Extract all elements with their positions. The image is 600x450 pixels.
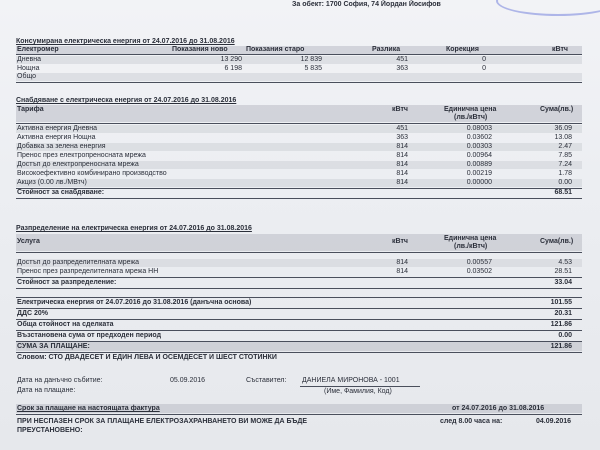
- amount-due-label: СУМА ЗА ПЛАЩАНЕ:: [17, 343, 90, 350]
- consumption-header-kwh: кВтч: [552, 46, 568, 53]
- supply-row-sum: 7.24: [558, 161, 572, 168]
- distribution-row-label: Достъп до разпределителната мрежа: [17, 259, 140, 266]
- supply-header-price-unit: (лв./кВтч): [454, 114, 488, 121]
- totals-value: 20.31: [554, 310, 572, 317]
- supply-title: Снабдяване с електрическа енергия от 24.07.2016 до 31.08.2016: [16, 97, 237, 104]
- supply-row-label: Активна енергия Нощна: [17, 134, 96, 141]
- warning-line-2: ПРЕУСТАНОВЕНО:: [17, 427, 83, 434]
- warning-line-1: ПРИ НЕСПАЗЕН СРОК ЗА ПЛАЩАНЕ ЕЛЕКТРОЗАХРАНВАНЕТО ВИ МОЖЕ ДА БЪДЕ: [17, 418, 308, 425]
- composer-hint: (Име, Фамилия, Код): [324, 388, 392, 395]
- consumption-row-corr: 0: [482, 65, 486, 72]
- consumption-header-meter: Електромер: [17, 46, 59, 53]
- totals-label: Обща стойност на сделката: [17, 321, 114, 328]
- consumption-row-new: 6 198: [224, 65, 242, 72]
- consumption-row-label: Нощна: [17, 65, 40, 72]
- supply-header-tariff: Тарифа: [17, 106, 44, 113]
- distribution-row-kwh: 814: [396, 259, 408, 266]
- distribution-row-sum: 4.53: [558, 259, 572, 266]
- supply-row-sum: 1.78: [558, 170, 572, 177]
- supply-row-label: Добавка за зелена енергия: [17, 143, 106, 150]
- supply-row-kwh: 814: [396, 179, 408, 186]
- supply-row-sum: 0.00: [558, 179, 572, 186]
- totals-value: 0.00: [558, 332, 572, 339]
- after-date: 04.09.2016: [536, 418, 572, 425]
- supply-header-band: [16, 105, 582, 122]
- supply-header-kwh: кВтч: [392, 106, 408, 113]
- supply-row-sum: 7.85: [558, 152, 572, 159]
- due-label: Срок за плащане на настоящата фактура: [17, 405, 160, 412]
- supply-row-price: 0.00000: [466, 179, 492, 186]
- totals-value: 121.86: [550, 321, 572, 328]
- supply-row-kwh: 451: [396, 125, 408, 132]
- distribution-row-price: 0.00557: [466, 259, 492, 266]
- supply-row-price: 0.00964: [466, 152, 492, 159]
- supply-total-value: 68.51: [554, 189, 572, 196]
- stamp-mark: [496, 0, 600, 16]
- supply-row-price: 0.00889: [466, 161, 492, 168]
- distribution-total-label: Стойност за разпределение:: [17, 279, 117, 286]
- supply-row-label: Акциз (0.00 лв./МВтч): [17, 179, 87, 186]
- distribution-total-value: 33.04: [554, 279, 572, 286]
- consumption-row-label: Дневна: [17, 56, 41, 63]
- supply-row-sum: 13.08: [554, 134, 572, 141]
- distribution-header-price-unit: (лв./кВтч): [454, 243, 488, 250]
- totals-label: ДДС 20%: [17, 310, 48, 317]
- totals-value: 101.55: [550, 299, 572, 306]
- composer-name: ДАНИЕЛА МИРОНОВА - 1001: [302, 377, 400, 384]
- totals-label: Електрическа енергия от 24.07.2016 до 31.08.2016 (данъчна основа): [17, 299, 252, 306]
- object-address: За обект: 1700 София, 74 Йордан Йосифов: [292, 1, 441, 8]
- consumption-row-diff: 451: [396, 56, 408, 63]
- supply-total-label: Стойност за снабдяване:: [17, 189, 105, 196]
- supply-row-kwh: 814: [396, 161, 408, 168]
- distribution-header-kwh: кВтч: [392, 238, 408, 245]
- distribution-header-sum: Сума(лв.): [540, 238, 574, 245]
- consumption-header-corr: Корекция: [446, 46, 479, 53]
- tax-event-date: 05.09.2016: [170, 377, 206, 384]
- distribution-header-service: Услуга: [17, 238, 40, 245]
- consumption-row-label: Общо: [17, 73, 37, 80]
- distribution-row-kwh: 814: [396, 268, 408, 275]
- supply-row-label: Достъп до електропреносната мрежа: [17, 161, 139, 168]
- supply-row-label: Високоефективно комбинирано производство: [17, 170, 167, 177]
- supply-row-label: Пренос през електропреносната мрежа: [17, 152, 146, 159]
- consumption-row-old: 12 839: [300, 56, 322, 63]
- supply-row-price: 0.00219: [466, 170, 492, 177]
- distribution-header-price: Единична цена: [444, 235, 497, 242]
- consumption-row-new: 13 290: [220, 56, 242, 63]
- supply-row-sum: 36.09: [554, 125, 572, 132]
- composer-label: Съставител:: [246, 377, 287, 384]
- distribution-header-band: [16, 234, 582, 251]
- supply-row-price: 0.08003: [466, 125, 492, 132]
- distribution-title: Разпределение на електрическа енергия от 24.07.2016 до 31.08.2016: [16, 225, 252, 232]
- totals-label: Възстановена сума от предходен период: [17, 332, 162, 339]
- supply-row-kwh: 814: [396, 170, 408, 177]
- supply-row-label: Активна енергия Дневна: [17, 125, 98, 132]
- supply-header-price: Единична цена: [444, 106, 497, 113]
- after-label: след 8.00 часа на:: [440, 418, 503, 425]
- consumption-row-old: 5 835: [304, 65, 322, 72]
- supply-row-price: 0.00303: [466, 143, 492, 150]
- consumption-row-diff: 363: [396, 65, 408, 72]
- supply-row-kwh: 363: [396, 134, 408, 141]
- tax-event-label: Дата на данъчно събитие:: [17, 377, 103, 384]
- payment-date-label: Дата на плащане:: [17, 387, 76, 394]
- consumption-header-old: Показания старо: [246, 46, 305, 53]
- distribution-row-label: Пренос през разпределителната мрежа НН: [17, 268, 159, 275]
- amount-in-words: Словом: СТО ДВАДЕСЕТ И ЕДИН ЛЕВА И ОСЕМДЕСЕТ И ШЕСТ СТОТИНКИ: [17, 354, 277, 361]
- supply-row-price: 0.03602: [466, 134, 492, 141]
- consumption-header-diff: Разлика: [372, 46, 401, 53]
- consumption-header-new: Показания ново: [172, 46, 228, 53]
- amount-due-band: [16, 342, 582, 351]
- supply-row-sum: 2.47: [558, 143, 572, 150]
- distribution-row-price: 0.03502: [466, 268, 492, 275]
- consumption-title: Консумирана електрическа енергия от 24.07.2016 до 31.08.2016: [16, 38, 235, 45]
- amount-due-value: 121.86: [550, 343, 572, 350]
- distribution-row-sum: 28.51: [554, 268, 572, 275]
- supply-header-sum: Сума(лв.): [540, 106, 574, 113]
- supply-row-kwh: 814: [396, 143, 408, 150]
- due-range: от 24.07.2016 до 31.08.2016: [452, 405, 545, 412]
- supply-row-kwh: 814: [396, 152, 408, 159]
- consumption-row-corr: 0: [482, 56, 486, 63]
